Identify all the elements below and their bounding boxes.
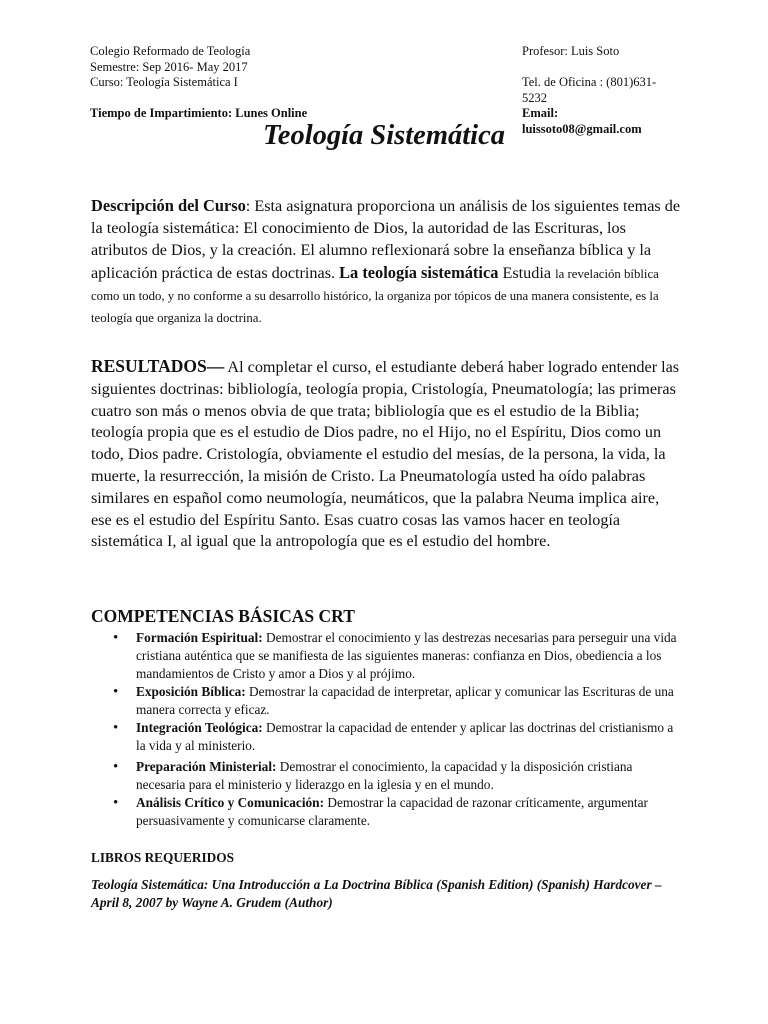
course-description	[91, 195, 683, 328]
competency-text: Demostrar la capacidad de razonar críticamente, argumentar persuasivamente y comunicarse claramente.	[136, 795, 648, 828]
office-phone: Tel. de Oficina : (801)631-5232	[522, 75, 657, 105]
email: Email: luissoto08@gmail.com	[522, 106, 642, 136]
competencias-heading: COMPETENCIAS BÁSICAS CRT	[91, 606, 355, 626]
competency-term: Análisis Crítico y Comunicación:	[136, 795, 325, 810]
description-after-word: Estudia	[498, 263, 556, 282]
libros-heading: LIBROS REQUERIDOS	[91, 850, 234, 865]
competency-term: Exposición Bíblica:	[136, 684, 246, 699]
competency-text: Demostrar la capacidad de entender y aplicar las doctrinas del cristianismo a la vida y al ministerio.	[136, 720, 674, 753]
description-small-text: la revelación bíblica como un todo, y no conforme a su desarrollo histórico, la organiza por tópicos de una manera consistente, es la teología que organiza la doctrina.	[91, 266, 659, 326]
header-row-3	[90, 75, 680, 106]
competencias-list	[110, 629, 680, 830]
description-label: Descripción del Curso	[91, 196, 246, 215]
competency-text: Demostrar la capacidad de interpretar, aplicar y comunicar las Escrituras de una manera correcta y eficaz.	[136, 684, 674, 717]
header-row-1	[90, 44, 680, 60]
required-book: Teología Sistemática: Una Introducción a La Doctrina Bíblica (Spanish Edition) (Spanish) Hardcover – April 8, 2007 by Wayne A. Grudem (Author)	[91, 877, 662, 910]
competency-text: Demostrar el conocimiento, la capacidad y la disposición cristiana necesaria para el ministerio y liderazgo en la iglesia y en el mundo.	[136, 759, 633, 792]
semester: Semestre: Sep 2016- May 2017	[90, 59, 248, 74]
page-title: Teología Sistemática	[263, 120, 505, 151]
results-section	[91, 356, 683, 553]
competency-term: Integración Teológica:	[136, 720, 263, 735]
header-row-2	[90, 60, 680, 76]
course-name: Curso: Teología Sistemática I	[90, 75, 238, 89]
list-item	[110, 683, 680, 719]
list-item	[110, 629, 680, 683]
description-bold-phrase: La teología sistemática	[339, 262, 499, 282]
list-item	[110, 758, 680, 794]
results-label: RESULTADOS—	[91, 356, 225, 376]
list-item	[110, 794, 680, 830]
description-text: : Esta asignatura proporciona un análisis de los siguientes temas de la teología sistemática: El conocimiento de Dios, la autoridad de las Escrituras, los atributos de Dios, y la creación. El alumno reflexionará sobre la enseñanza bíblica y la aplicación práctica de estas doctrinas.	[91, 197, 681, 282]
schedule: Tiempo de Impartimiento: Lunes Online	[90, 106, 308, 120]
competency-text: Demostrar el conocimiento y las destrezas necesarias para perseguir una vida cristiana auténtica que se manifiesta de las siguientes maneras: confianza en Dios, obediencia a los mandamientos de Cristo y amor a Dios y al prójimo.	[136, 630, 677, 681]
competency-term: Preparación Ministerial:	[136, 759, 277, 774]
competency-term: Formación Espiritual:	[136, 630, 263, 645]
professor-name: Profesor: Luis Soto	[522, 44, 620, 58]
college-name: Colegio Reformado de Teología	[90, 44, 251, 58]
results-text: Al completar el curso, el estudiante deberá haber logrado entender las siguientes doctrinas: bibliología, teología propia, Cristología, Pneumatología; las primeras cuatro son más o menos obvia de que trata; bibliología que es el estudio de la Biblia; teología propia que es el estudio de Dios padre, no el Hijo, no el Espíritu, Dios como un todo, Dios padre. Cristología, obviamente el estudio del mesías, de la persona, la vida, la muerte, la resurrección, la misión de Cristo. La Pneumatología usted ha oído palabras similares en español como neumología, neumáticos, que la palabra Neuma implica aire, ese es el estudio del Espíritu Santo. Esas cuatro cosas las vamos hacer en teología sistemática I, al igual que la antropología que es el estudio del hombre.	[91, 358, 680, 551]
list-item	[110, 719, 680, 755]
